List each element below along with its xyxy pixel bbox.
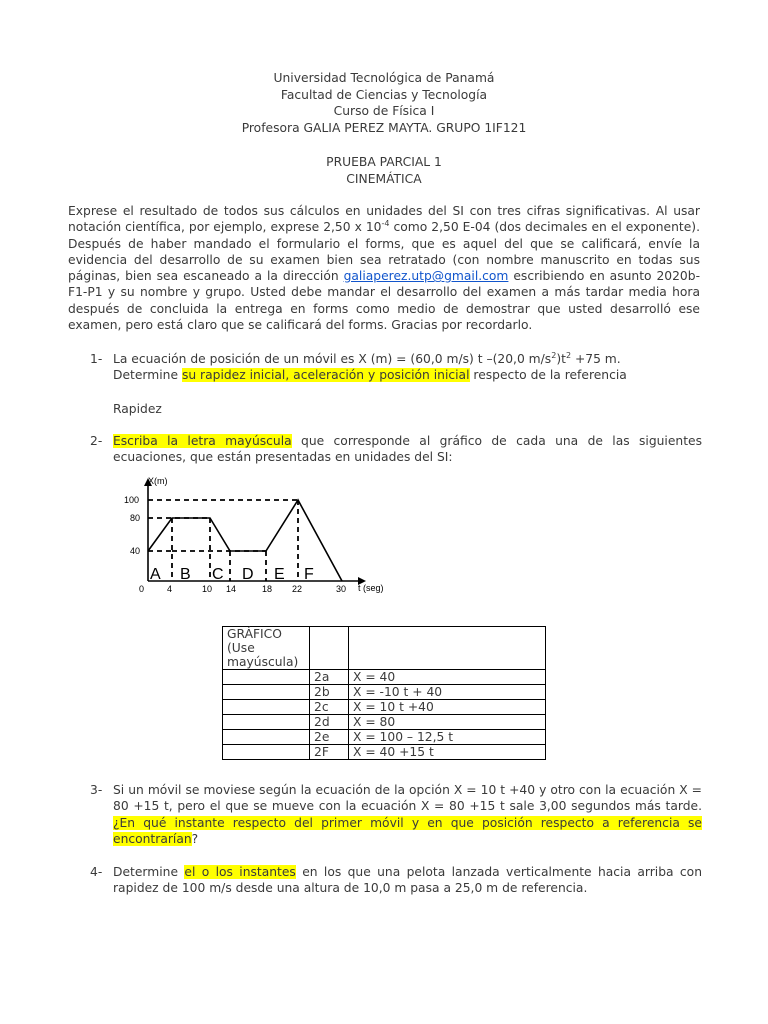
table-row bbox=[223, 745, 546, 760]
table-row bbox=[223, 700, 546, 715]
row-equation: X = 40 +15 t bbox=[349, 745, 546, 760]
question-2-text: Escriba la letra mayúscula que corresponde al gráfico de cada una de las siguientes ecuaciones, que están presentadas en unidades del SI: bbox=[113, 434, 703, 465]
segment-letter: D bbox=[242, 566, 254, 583]
table-row bbox=[223, 685, 546, 700]
segment-letter: C bbox=[212, 566, 224, 583]
professor-group: Profesora GALIA PEREZ MAYTA. GRUPO 1IF121 bbox=[241, 120, 527, 135]
row-id: 2a bbox=[310, 670, 349, 685]
question-number: 2- bbox=[90, 434, 103, 448]
answer-cell[interactable] bbox=[223, 685, 310, 700]
segment-letter: E bbox=[274, 566, 285, 583]
y-tick-label: 100 bbox=[124, 495, 140, 505]
table-header-row bbox=[223, 627, 546, 670]
row-id: 2b bbox=[310, 685, 349, 700]
x-tick-label: 10 bbox=[202, 584, 213, 594]
row-equation: X = 10 t +40 bbox=[349, 700, 546, 715]
question-4-text: Determine el o los instantes en los que una pelota lanzada verticalmente hacia arriba con rapidez de 100 m/s desde una altura de 10,0 m pasa a 25,0 m de referencia. bbox=[113, 865, 702, 896]
y-tick-label: 40 bbox=[130, 546, 141, 556]
row-id: 2c bbox=[310, 700, 349, 715]
question-3-text: Si un móvil se moviese según la ecuación de la opción X = 10 t +40 y otro con la ecuación X = 80 +15 t, pero el que se mueve con la ecuación X = 80 +15 t sale 3,00 segundos más tarde. ¿En qué instante respecto del primer móvil y en que posición respecto a referencia se encontrarían? bbox=[113, 783, 702, 846]
x-tick-label: 0 bbox=[139, 584, 145, 594]
highlighted-text: el o los instantes bbox=[184, 865, 296, 879]
question-4 bbox=[90, 864, 702, 897]
row-equation: X = 80 bbox=[349, 715, 546, 730]
y-tick-label: 80 bbox=[130, 513, 141, 523]
x-tick-label: 14 bbox=[226, 584, 237, 594]
row-equation: X = 40 bbox=[349, 670, 546, 685]
table-header-cell: GRÁFICO (Use mayúscula) bbox=[223, 627, 310, 670]
question-2 bbox=[90, 433, 702, 466]
answer-cell[interactable] bbox=[223, 700, 310, 715]
question-number: 1- bbox=[90, 352, 103, 366]
instructions-paragraph: Exprese el resultado de todos sus cálculos en unidades del SI con tres cifras significativas. Al usar notación científica, por ejemplo, exprese 2,50 x $10^{-4}$ como 2,50 E-04 (dos decimales en el exponente). Después de haber mandado el formulario el forms, que es aquel del que se calificará, envíe la evidencia del desarrollo de su examen bien sea retratado (con nombre manuscrito en todas sus páginas, bien sea escaneado a la dirección galiaperez.utp@gmail.com escribiendo en asunto 2020b-F1-P1 y su nombre y grupo. Usted debe mandar el desarrollo del examen a más tardar media hora después de concluida la entrega en forms como medio de demostrar que usted desarrolló ese examen, pero está claro que se calificará del forms. Gracias por recordarlo. bbox=[68, 204, 701, 333]
equations-table bbox=[222, 626, 546, 760]
table-row bbox=[223, 670, 546, 685]
question-1-task: Determine su rapidez inicial, aceleración y posición inicial respecto de la referencia bbox=[113, 368, 627, 383]
exam-name: PRUEBA PARCIAL 1 bbox=[326, 155, 442, 169]
y-axis-label: X(m) bbox=[148, 476, 168, 486]
segment-letter: A bbox=[150, 566, 161, 583]
faculty-name: Facultad de Ciencias y Tecnología bbox=[280, 87, 488, 102]
segment-letter: F bbox=[304, 566, 314, 583]
x-tick-label: 18 bbox=[262, 584, 273, 594]
highlighted-text: ¿En qué instante respecto del primer móvil y en que posición respecto a referencia se encontrarían bbox=[113, 815, 702, 846]
row-id: 2F bbox=[310, 745, 349, 760]
segment-letter: B bbox=[180, 566, 191, 583]
answer-label: Rapidez bbox=[113, 401, 162, 416]
document-header bbox=[0, 70, 768, 136]
answer-cell[interactable] bbox=[223, 715, 310, 730]
table-row bbox=[223, 730, 546, 745]
exam-topic: CINEMÁTICA bbox=[346, 171, 422, 186]
table-row bbox=[223, 715, 546, 730]
answer-cell[interactable] bbox=[223, 730, 310, 745]
x-tick-label: 30 bbox=[336, 584, 347, 594]
row-id: 2d bbox=[310, 715, 349, 730]
position-time-graph bbox=[112, 474, 384, 622]
answer-cell[interactable] bbox=[223, 670, 310, 685]
question-number: 4- bbox=[90, 865, 103, 879]
answer-cell[interactable] bbox=[223, 745, 310, 760]
question-1 bbox=[90, 351, 702, 417]
question-3 bbox=[90, 782, 702, 847]
x-tick-label: 22 bbox=[292, 584, 303, 594]
university-name: Universidad Tecnológica de Panamá bbox=[273, 71, 495, 85]
course-name: Curso de Física I bbox=[333, 104, 435, 118]
highlighted-text: su rapidez inicial, aceleración y posición inicial bbox=[181, 368, 470, 383]
row-equation: X = -10 t + 40 bbox=[349, 685, 546, 700]
x-axis-label: t (seg) bbox=[358, 583, 384, 593]
highlighted-text: Escriba la letra mayúscula bbox=[113, 434, 292, 448]
email-link[interactable]: galiaperez.utp@gmail.com bbox=[343, 269, 509, 284]
row-equation: X = 100 – 12,5 t bbox=[349, 730, 546, 745]
question-number: 3- bbox=[90, 783, 103, 797]
exam-title bbox=[0, 154, 768, 187]
row-id: 2e bbox=[310, 730, 349, 745]
x-tick-label: 4 bbox=[167, 584, 173, 594]
position-equation: La ecuación de posición de un móvil es X (m) = (60,0 m/s) t –(20,0 $m/s^2)t^2 +75$ m. bbox=[113, 350, 621, 366]
